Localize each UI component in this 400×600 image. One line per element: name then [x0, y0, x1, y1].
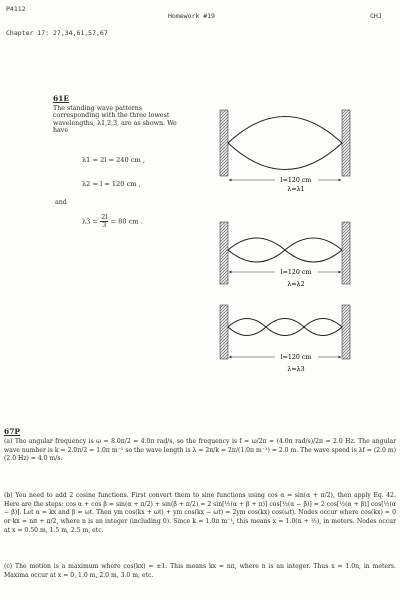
fraction-denominator: 3 — [102, 221, 107, 229]
problem-67-heading: 67P — [4, 427, 21, 436]
right-wall — [342, 222, 350, 284]
equation-lambda-3-rhs: = 80 cm . — [110, 217, 143, 226]
lambda-label: λ=λ3 — [287, 366, 305, 373]
problem-61-intro: The standing wave patterns corresponding with the three lowest wavelengths, λ1,2,3, are as shown. We have — [53, 105, 177, 135]
problem-67-part-c: (c) The motion is a maximum where cos(kx) = ±1. This means kx = nπ, where n is an integer. Thus x = 1.0n, in meters. Maxima occur at x = 0, 1.0 m, 2.0 m, 3.0 m, etc. — [4, 563, 396, 579]
length-label: l=120 cm — [280, 269, 312, 276]
wave-upper — [228, 319, 342, 336]
left-wall — [220, 305, 228, 359]
wave-upper — [228, 117, 342, 144]
author-initials: CHJ — [370, 12, 382, 20]
wave-diagram-second-harmonic — [220, 222, 350, 288]
right-wall — [342, 305, 350, 359]
chapter-problems: Chapter 17: 27,34,61,57,67 — [6, 29, 108, 37]
wave-lower — [228, 238, 342, 262]
course-code: P4112 — [6, 5, 26, 13]
wave-lower — [228, 143, 342, 170]
wave-lower — [228, 319, 342, 336]
left-wall — [220, 110, 228, 176]
page-title: Homework #19 — [168, 12, 215, 20]
lambda-label: λ=λ1 — [287, 186, 305, 193]
lambda-label: λ=λ2 — [287, 281, 305, 288]
length-label: l=120 cm — [280, 354, 312, 361]
left-wall — [220, 222, 228, 284]
equation-lambda-2: λ2 = l = 120 cm , — [82, 180, 141, 188]
connector-text: and — [55, 199, 67, 206]
problem-61-heading: 61E — [53, 94, 70, 103]
wave-diagram-third-harmonic — [220, 305, 350, 373]
right-wall — [342, 110, 350, 176]
problem-67-part-b: (b) You need to add 2 cosine functions. First convert them to sine functions using cos α = sin(α + π/2), then apply Eq. 42. Here are the steps: cos α + cos β = sin(α + π/2) + sin(β + π/2) = 2 sin[½(α + β + π)] cos[½(α − β)] = 2 cos[½(α + β)] cos[½(α − β)]. Let α = kx and β = ωt. Then ym cos(kx + ωt) + ym cos(kx − ωt) = 2ym cos(kx) cos(ωt). Nodes occur where cos(kx) = 0 or kx = nπ + π/2, where n is an integer (including 0). Since k = 1.0π m⁻¹, this means x = 1.0(n + ½), in meters. Nodes occur at x = 0.50 m, 1.5 m, 2.5 m, etc. — [4, 492, 396, 534]
length-label: l=120 cm — [280, 177, 312, 184]
wave-diagram-fundamental — [220, 110, 350, 193]
problem-67-part-a: (a) The angular frequency is ω = 8.0π/2 = 4.0π rad/s, so the frequency is f = ω/2π = (4.0π rad/s)/2π = 2.0 Hz. The angular wave number is k = 2.0π/2 = 1.0π m⁻¹ so the wave length is λ = 2π/k = 2π/(1.0π m⁻¹) = 2.0 m. The wave speed is λf = (2.0 m)(2.0 Hz) = 4.0 m/s. — [4, 438, 396, 463]
fraction-numerator: 2l — [101, 213, 108, 221]
equation-lambda-1: λ1 = 2l = 240 cm , — [82, 156, 145, 164]
equation-lambda-3-lhs: λ3 = — [82, 217, 98, 226]
